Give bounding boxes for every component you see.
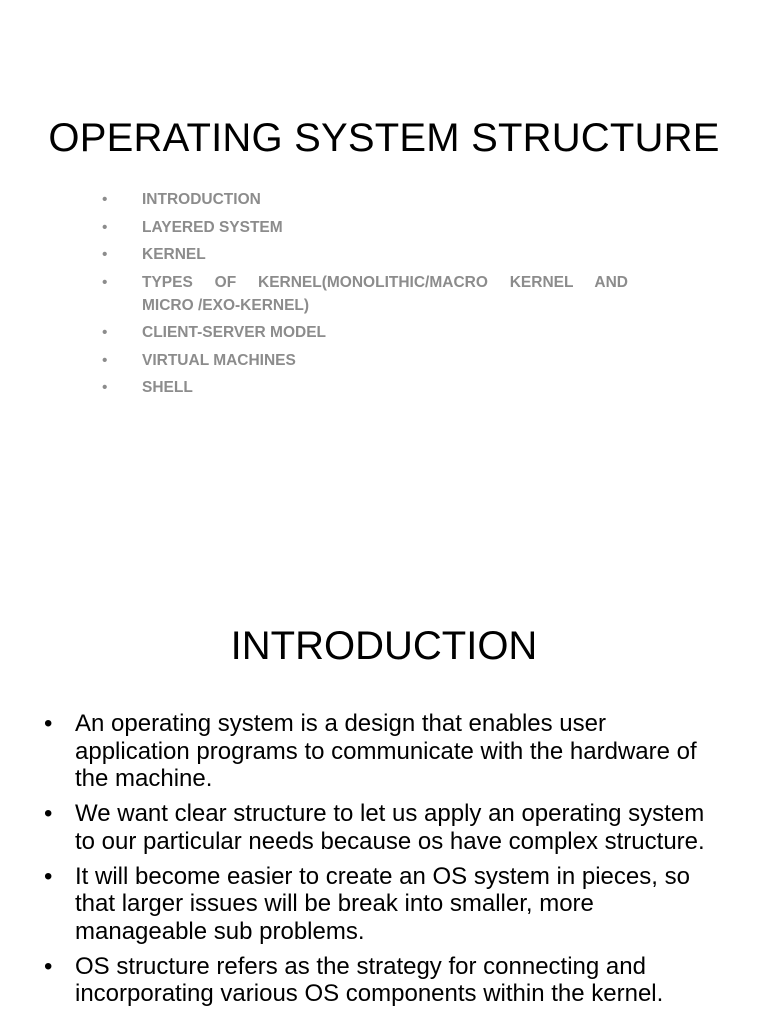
toc-item-types-of-kernel [100,271,628,317]
bullet-icon: • [102,246,108,263]
toc-item-shell [100,376,628,399]
slide-title: OPERATING SYSTEM STRUCTURE [48,116,720,160]
bullet-icon: • [44,952,53,980]
bullet-icon: • [44,800,53,827]
toc-item-label: KERNEL [142,246,206,263]
toc-item-layered-system [100,216,628,239]
toc-item-label: CLIENT-SERVER MODEL [142,324,327,341]
list-item [40,800,720,855]
toc-item-virtual-machines [100,349,628,372]
table-of-contents [100,188,628,404]
bullet-icon: • [102,273,108,291]
toc-item-label-line-1: TYPES OF KERNEL(MONOLITHIC/MACRO KERNEL AND [142,273,628,291]
bullet-icon: • [102,191,108,208]
list-item-text: It will become easier to create an OS system in pieces, so that larger issues will be break into smaller, more manageable sub problems. [75,862,690,945]
bullet-icon: • [102,351,108,369]
bullet-icon: • [102,218,108,236]
list-item [40,863,720,946]
bullet-icon: • [102,379,108,396]
toc-item-label: LAYERED SYSTEM [142,218,283,236]
list-item-text: OS structure refers as the strategy for connecting and incorporating various OS components within the kernel. [75,952,664,1007]
toc-item-label: SHELL [142,379,193,396]
list-item-text: We want clear structure to let us apply an operating system to our particular needs because os have complex structure. [75,800,705,855]
bullet-icon: • [44,710,53,737]
toc-item-kernel [100,243,628,266]
toc-item-introduction [100,188,628,211]
list-item [40,953,720,1008]
toc-item-label-line-2: MICRO /EXO-KERNEL) [142,296,310,314]
bullet-icon: • [44,862,53,890]
slide-title: INTRODUCTION [230,624,538,668]
toc-item-client-server-model [100,321,628,344]
toc-item-label: VIRTUAL MACHINES [142,351,296,369]
list-item [40,710,720,793]
toc-item-label: INTRODUCTION [142,191,261,208]
slide-introduction [0,590,768,1024]
bullet-icon: • [102,324,108,341]
list-item-text: An operating system is a design that enables user application programs to communicate with the hardware of the machine. [75,710,697,792]
bullet-list [40,710,720,1015]
